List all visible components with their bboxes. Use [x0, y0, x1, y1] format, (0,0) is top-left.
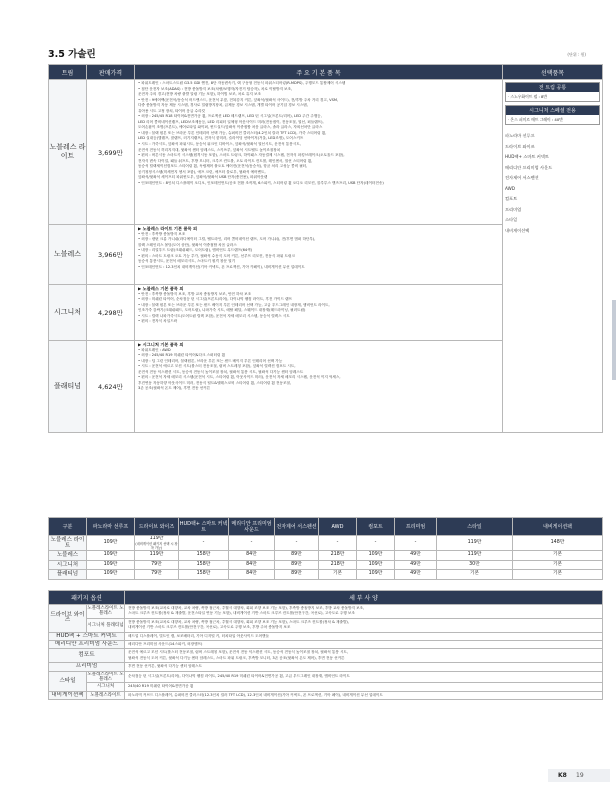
option-price-value: 49만	[410, 552, 421, 558]
package-detail	[125, 618, 603, 632]
package-detail-line: 전방 충돌방지 보조(교차로 대향차, 교차 차량, 측방 접근차, 추월시 대향차, 회피 조향 보조 기능 포함), 후측방 충돌방지 보조, 후방 교차 충돌방지 보조,	[128, 606, 365, 610]
package-trim-scope: 시그니처 플래티넘	[87, 618, 125, 632]
option-price-value: 79만	[151, 571, 162, 577]
option-price-header: 스타일	[437, 518, 513, 536]
option-price-trim: 노블레스 라이트	[49, 536, 87, 551]
feature-line: ▶ 노블레스 기본 품목 외	[138, 286, 184, 291]
option-list-item: 컴포트	[505, 196, 518, 201]
option-price-value: -	[336, 540, 339, 545]
package-trim-scope: 노블레스라이트 노블레스	[87, 606, 124, 617]
feature-line: • 편의 : 전자식 차일드락	[138, 319, 178, 324]
package-detail	[125, 663, 603, 671]
header-price: 판매가격	[87, 65, 135, 80]
package-detail-line: 순차점등 턴 시그널(프론트/리어), 다이나믹 웰컴 라이트, 245/40 R19 미쉐린 타이어&전면가공 휠, 고급 우드그레인 내장재, 앰비언트 라이트	[128, 674, 350, 679]
option-list-item: AWD	[505, 185, 516, 191]
option-price-value: 89만	[291, 561, 302, 567]
option-price-value: 109만	[103, 571, 118, 577]
feature-line: 3존 공조(뒷좌석 온도 제어), 후면 전동 선커튼	[138, 386, 211, 391]
feature-line: 도어손잡이 조명(프론트), 에어로타입 와이퍼, 윈드실드/앞좌석 이중접합 차음 글라스, 솔라 글라스, 자외선차단 글라스	[138, 125, 323, 130]
package-category: 컴포트	[49, 649, 125, 663]
feature-line: 앞좌석/뒷좌석 세이프티 파워윈도우, 앞좌석/뒷좌석 USB 단자(충전용), 파워아웃렛	[138, 175, 268, 180]
package-detail	[125, 641, 603, 649]
feature-line: ▶ 시그니처 기본 품목 외	[138, 342, 184, 347]
option-price-value: 84만	[246, 552, 257, 558]
feature-line: • 외장 : 245/45 R18 타이어&전면가공 휠, 프로젝션 LED 헤드램프, LED 턴 시그널(프론트/리어), LED 주간 주행등,	[138, 114, 322, 119]
package-table	[48, 590, 603, 700]
feature-list	[135, 341, 503, 433]
package-trim-scope: 노블레스라이트	[87, 691, 125, 699]
package-trim-scope: 노블레스라이트 노블레스	[87, 671, 124, 683]
trim-name: 시그니처	[49, 285, 87, 341]
feature-line: • 편의 : 스마트 트렁크 오토 기능 추가, 뒷좌석 수동식 도어 커튼, 선루프 리모컨, 전동식 파워 트렁크	[138, 253, 295, 258]
section-title: 3.5 가솔린	[48, 49, 96, 60]
option-price-value: 30만	[469, 561, 480, 567]
header-options: 선택품목	[503, 65, 603, 80]
option-price-cell	[357, 570, 395, 580]
common-options-item: · 스노우화이트 펄 : 8만	[508, 94, 548, 99]
option-price-value: 158만	[196, 552, 211, 558]
option-price-cell	[437, 570, 513, 580]
option-price-value: 109만	[103, 561, 118, 567]
option-price-value: 기본	[552, 552, 563, 558]
package-detail-line: 뒷좌석 전동식 도어 커튼, 뒷좌석 다기능 센터 암레스트, 스마트 파워 트렁크, 후측방 모니터, 3존 공조(뒷좌석 온도 제어), 후면 전동 선커튼	[128, 655, 345, 660]
trim-price: 4,624만	[87, 341, 135, 433]
option-price-value: 84만	[246, 571, 257, 577]
option-price-cell	[179, 560, 229, 570]
option-price-header: 컴포트	[357, 518, 395, 536]
option-price-cell	[135, 570, 179, 580]
option-price-trim: 시그니처	[49, 560, 87, 570]
feature-line: • 첨단 운전자 보조(ADAS) : 전방 충돌방지 보조(차량/보행자/자전거 탑승자), 차로 이탈방지 보조,	[138, 86, 293, 91]
trim-name: 노블레스 라이트	[49, 80, 87, 225]
package-detail-line: 전방 충돌방지 보조(교차로 대향차, 교차 차량, 측방 접근차, 추월시 대향차, 회피 조향 보조 기능 포함), 스마트 크루즈 컨트롤(정차 & 재출발),	[128, 619, 349, 624]
option-list-item: 드라이브 와이즈	[505, 143, 535, 149]
option-price-note: (네비게이션 패키지 선택 시 장착 가능)	[135, 542, 178, 550]
trim-name: 노블레스	[49, 225, 87, 285]
option-price-value: 119만	[149, 552, 164, 558]
feature-line: • 시트 : 가죽시트, 앞좌석 파워시트, 동승석 워크인 디바이스, 앞좌석/뒷좌석 열선시트, 운전석 통풍시트,	[138, 142, 301, 147]
option-price-cell	[437, 551, 513, 561]
feature-line: • 외장 : 샌틴 크롬 가니쉬(라디에이터 그릴, 벨트라인, 리어 콤비네이션 램프, 도어 가니쉬), 전/후면 범퍼 하단부),	[138, 237, 316, 242]
header-features: 주 요 기 본 품 목	[135, 65, 503, 80]
option-price-cell	[135, 536, 179, 551]
trim-price: 4,298만	[87, 285, 135, 341]
option-price-cell	[395, 551, 437, 561]
feature-line: LED 리어 콤비네이션램프, LED보조제동등, LED 리피터 일체형 아웃사이드 미러(전동접이, 전동조절, 열선, 퍼들램프),	[138, 119, 324, 124]
option-price-cell	[357, 560, 395, 570]
package-detail	[125, 649, 603, 663]
option-price-value: -	[202, 540, 205, 545]
spec-table	[48, 64, 603, 433]
option-price-header: AWD	[319, 518, 357, 536]
option-price-value: 119만	[467, 540, 482, 545]
option-price-value: 기본	[552, 561, 563, 567]
option-price-cell	[357, 536, 395, 551]
option-price-value: 49만	[410, 571, 421, 577]
option-price-table	[48, 517, 603, 580]
option-price-value: 158만	[196, 571, 211, 577]
option-price-cell	[275, 551, 319, 561]
feature-line: 후진연동 자동하향 아웃사이드 미러, 전동식 틸트&텔레스코픽 스티어링 휠, 스티어링 휠 전동조절,	[138, 380, 292, 385]
package-detail-line: 내비게이션 기반 스마트 크루즈 컨트롤(안전구간, 곡선로), 고속도로 주행 보조, 후방 주차 충돌방지 보조	[128, 625, 291, 630]
signature-options-item: · 온스 퍼미르 매트 그레이 : 40만	[508, 117, 563, 122]
signature-options-title: 시그니처 스페셜 전용	[506, 106, 599, 115]
option-price-cell	[229, 551, 275, 561]
feature-line: • 외장 : 미쉐린 타이어, 순차점등 턴 시그널(프론트/리어), 다이나믹 웰컴 라이트, 후진 가이드 램프	[138, 297, 293, 302]
option-price-trim: 플래티넘	[49, 570, 87, 580]
feature-line: • 외장 : 245/40 R19 미쉐린 타이어&다크 스퍼터링 휠	[138, 353, 226, 358]
option-price-header: 파노라마 선루프	[87, 518, 135, 536]
option-price-value: -	[414, 540, 417, 545]
option-price-cell	[87, 551, 135, 561]
option-price-header: 메리디안 프리미엄 사운드	[229, 518, 275, 536]
package-category: 프리미엄	[49, 663, 125, 671]
option-price-cell	[395, 560, 437, 570]
trim-price: 3,699만	[87, 80, 135, 225]
package-detail-line: 메리디안 프리미엄 사운드(14스피커, 외장앰프)	[128, 642, 203, 647]
package-trim-scope: 시그니처	[87, 683, 125, 691]
feature-line: • 내장 : 블랙 원톤 또는 브라운 투톤 인테리어 선택 가능, 슈퍼비전 클러스터(4.2인치 칼라 TFT LCD), 가죽 스티어링 휠,	[138, 130, 327, 135]
option-price-cell	[87, 536, 135, 551]
option-price-header: 프리미엄	[395, 518, 437, 536]
feature-line: LED 실내등(맵램프, 룸램프, 러기지램프), 전자식 룸미러, 슬라이딩 선바이저(거울, LED조명), 도어스커프	[138, 136, 304, 141]
option-price-cell	[229, 560, 275, 570]
feature-line: 운전자 주의 경고(전방 차량 출발 알림 기능 포함), 하이빔 보조, 차로 유지 보조	[138, 92, 261, 97]
option-price-cell	[395, 570, 437, 580]
option-price-cell	[513, 570, 603, 580]
feature-line: 전자식 변속 다이얼, 패들 쉬프트, 후방 모니터, 크루즈 컨트롤, 오토 라이트 컨트롤, 레인센서, 열선 스티어링 휠,	[138, 158, 313, 163]
option-price-value: 49만	[410, 561, 421, 567]
option-list-item: 파노라마 선루프	[505, 133, 535, 138]
option-price-value: 148만	[550, 540, 565, 545]
option-price-cell	[135, 551, 179, 561]
option-price-cell	[275, 536, 319, 551]
feature-line: 동승석 통풍시트, 운전석 메모리시트, 스마트키 원격 창문 열기	[138, 259, 236, 264]
option-price-trim: 노블레스	[49, 551, 87, 561]
option-list-item: 내비게이션팩	[505, 227, 530, 233]
option-price-cell	[179, 536, 229, 551]
feature-line: • 시트 : 릴렉 나파가죽시트(도어트림 릴렉 포함), 운전석 자세 메모리 시스템, 동승석 릴렉스 시트	[138, 313, 290, 318]
option-price-cell	[319, 560, 357, 570]
feature-line: • 안전 : 후측방 충돌방지 보조	[138, 231, 186, 236]
option-list-item: 메리디안 프리미엄 사운드	[505, 164, 553, 170]
unit-note: (단위 : 원)	[567, 52, 586, 57]
option-price-value: 기본	[469, 571, 480, 577]
option-price-cell	[275, 570, 319, 580]
option-price-cell	[179, 551, 229, 561]
option-price-value: 109만	[103, 552, 118, 558]
option-price-value: 119만	[149, 536, 164, 541]
option-price-value: 89만	[291, 552, 302, 558]
option-price-cell	[437, 536, 513, 551]
option-price-cell	[437, 560, 513, 570]
common-options-box	[505, 82, 600, 102]
option-price-cell	[87, 560, 135, 570]
option-price-value: 109만	[368, 571, 383, 577]
feature-line: • 내장 : 블랙 원톤 또는 브라운 투톤 또는 샌드 베이지 투톤 인테리어 선택 가능, 고급 우드그레인 내장재, 앰비언트 라이트,	[138, 302, 330, 307]
feature-line: • 편의 : 운전석 자세 메모리 시스템(운전석 시트, 스티어링 휠, 아웃사이드 미러), 운전석 자세 메모리 시스템, 운전석 이지 억세스,	[138, 375, 341, 380]
feature-line: 유아용 시트 고정 장치, 타이어 응급 수리킷	[138, 108, 206, 113]
option-price-cell	[319, 536, 357, 551]
package-detail	[125, 605, 603, 619]
feature-line: ▶ 노블레스 라이트 기본 품목 외	[138, 226, 198, 231]
feature-list	[135, 285, 503, 341]
package-detail	[125, 671, 603, 683]
option-price-header: 내비게이션팩	[513, 518, 603, 536]
page-footer	[548, 769, 610, 782]
option-list-item: 스타일	[505, 217, 518, 222]
option-list	[505, 131, 600, 236]
feature-line: • 안전 : 9에어백(운전석/동승석 어드밴스드, 운전석 무릎, 전복감지 커튼, 앞좌석/뒷좌석 사이드), 전/후방 주차 거리 경고, VSM,	[138, 97, 339, 102]
package-header-name: 패키지 옵션	[49, 591, 125, 605]
option-price-cell	[319, 551, 357, 561]
option-price-value: 109만	[368, 552, 383, 558]
option-price-value: 79만	[151, 561, 162, 567]
option-price-cell	[319, 570, 357, 580]
option-price-cell	[513, 551, 603, 561]
option-price-cell	[275, 560, 319, 570]
trim-price: 3,966만	[87, 225, 135, 285]
option-price-value: 218만	[330, 561, 345, 567]
feature-line: • 파워트레인 : AWD	[138, 347, 171, 352]
option-price-header: HUD팩+ 스마트 커넥트	[179, 518, 229, 536]
feature-list	[135, 225, 503, 285]
side-tab	[612, 300, 616, 380]
package-detail-line: 스마트 크루즈 컨트롤(정차 & 재출발, 운전스타일 연동 기능 포함), 내비게이션 기반 스마트 크루즈 컨트롤(안전구간, 곡선로), 고속도로 주행 보조	[128, 611, 355, 616]
options-column	[503, 80, 603, 433]
package-detail-line: 운전석 에르고 모션 시트(롤스터 전동조절, 럼버 스트레칭 포함), 운전석 전동 익스텐션 시트, 동승석 전동식 높이조절 장치, 뒷좌석 통풍 시트,	[128, 650, 349, 655]
feature-list	[135, 80, 503, 225]
package-detail	[125, 691, 603, 699]
option-price-cell	[513, 536, 603, 551]
feature-line: • 내장 : 리얼우드 트림(크래쉬패드, 도어트림), 앰비언트 무드램프(64색)	[138, 248, 253, 253]
feature-line: • 인포테인먼트 : 8인치 디스플레이 오디오, 인포테인먼트/공조 전환 조작계, 6스피커, 스티어링 휠 오디오 리모컨, 블루투스 핸즈프리, USB 단자(데이터전송)	[138, 180, 384, 185]
package-category: HUD팩 + 스마트 커넥트	[49, 632, 125, 640]
option-price-cell	[179, 570, 229, 580]
option-price-value: -	[250, 540, 253, 545]
option-price-value: 119만	[467, 552, 482, 558]
option-price-value: 109만	[103, 540, 118, 545]
option-price-header: 전자제어 서스펜션	[275, 518, 319, 536]
package-category: 드라이브 와이즈	[49, 605, 87, 633]
feature-line: • 편의 : 버튼시동 스마트키 시스템(원격시동 포함), 스마트 트렁크, 하이패스 자동결제 시스템, 전자식 파킹브레이크(오토홀드 포함),	[138, 153, 345, 158]
package-category: 메리디안 프리미엄 사운드	[49, 641, 125, 649]
option-price-cell	[87, 570, 135, 580]
package-category: 스타일	[49, 671, 87, 691]
feature-line: • 인포테인먼트 : 12.3인치 내비게이션(기아 커넥트, 폰 프로젝션, 기아 카페이), 내비게이션 무선 업데이트	[138, 264, 305, 269]
option-list-item: 전자제어 서스펜션	[505, 175, 539, 180]
option-price-value: 109만	[368, 561, 383, 567]
option-list-item: HUD팩+ 스마트 커넥트	[505, 154, 549, 159]
feature-line: 운전석 전동식 허리지지대, 뒷좌석 센터 암레스트, 스키쓰루, 앞좌석 시트벨트 높이조절장치	[138, 147, 281, 152]
option-price-value: 기본	[332, 571, 343, 577]
header-trim: 트림	[49, 65, 87, 80]
signature-options-box	[505, 105, 600, 125]
feature-line: 다중 충돌방지 자동 제동 시스템, 경사로 밀림방지장치, 급제동 경보 시스템, 개별 타이어 공기압 경보 시스템,	[138, 103, 308, 108]
option-price-cell	[357, 551, 395, 561]
package-detail-line: 245/40 R19 미쉐린 타이어&전면가공 휠	[128, 684, 194, 689]
feature-line: • 시트 : 운전석 에르고 모션 시트(롤스터 전동조절, 럼버 스트레칭 포함), 앞좌석 릴렉션 컴포트 시트,	[138, 364, 296, 369]
option-price-cell	[229, 570, 275, 580]
feature-line: 인조가죽 감싸기(크래쉬패드, 도어트림), 나파가죽 시트, 메탈 페달, 스웨이드 내장재(헤드라이닝, 필러트림)	[138, 308, 306, 313]
option-price-cell	[513, 560, 603, 570]
option-price-value: 89만	[291, 571, 302, 577]
feature-line: 블랙 스테인리스 몰딩(도어 상단), 뒷좌석 이중접합 차음 글라스	[138, 242, 237, 247]
option-price-value: 84만	[246, 561, 257, 567]
package-header-detail: 세 부 사 양	[125, 591, 603, 605]
option-price-value: 158만	[196, 561, 211, 567]
option-price-value: 218만	[330, 552, 345, 558]
feature-line: 운전석 전동 익스텐션 시트, 동승석 전동식 높이조절 장치, 뒷좌석 통풍 시트, 뒷좌석 다기능 센터 암레스트	[138, 369, 304, 374]
option-price-cell	[135, 560, 179, 570]
package-category: 내비게이션팩	[49, 691, 87, 699]
option-price-value: -	[374, 540, 377, 545]
package-detail-line: 헤드업 디스플레이, 빌트인 캠, 보조배터리, 기아 디지털 키, 터치타입 아웃사이드 도어핸들	[128, 633, 269, 638]
package-detail-line: 파노라믹 커브드 디스플레이, 슈퍼비전 클러스터(12.3인치 컬러 TFT LCD), 12.3인치 내비게이션(기아 커넥트, 폰 프로젝션, 기아 페이), 내비게이션 무선 업데이트	[128, 692, 383, 697]
option-list-item: 프리미엄	[505, 206, 522, 212]
feature-line: • 파워트레인 : 스마트스트림 G3.5 GDI 엔진, 8단 자동변속기, 랙 구동형 전동식 파워스티어링(R-MDPS), 주행모드 통합제어 시스템	[138, 81, 346, 85]
option-price-cell	[229, 536, 275, 551]
package-detail-line: 후면 전동 선커튼, 뒷좌석 다기능 센터 암레스트	[128, 664, 202, 669]
feature-line: • 안전 : 후측방 충돌방지 보조, 후방 교차 충돌방지 보조, 안전 하차 보조	[138, 291, 252, 296]
common-options-title: 전 트림 공통	[506, 83, 599, 92]
option-price-value: -	[295, 540, 298, 545]
option-price-cell	[395, 536, 437, 551]
trim-name: 플래티넘	[49, 341, 87, 433]
feature-line: 동승석 릴랙세이션컴포트 스티어링 휠, 독립제어 풀오토 에어컨(운전석/동승석), 항균 처리 고성능 콤비 필터,	[138, 164, 308, 169]
option-price-value: 기본	[552, 571, 563, 577]
package-detail	[125, 683, 603, 691]
option-price-header: 드라이브 와이즈	[135, 518, 179, 536]
option-price-header: 구분	[49, 518, 87, 536]
brand-logo: K8	[558, 772, 567, 779]
page-number: 19	[576, 772, 584, 779]
feature-line: 공기청정시스템(미세먼지 센서 포함), 애프 크린, 애프터 블로우, 뒷좌석 에어벤트,	[138, 169, 266, 174]
feature-line: • 내장 : 딥 그린 인테리어, 블랙원톤, 브라운 투톤 또는 샌드 베이지 투톤 인테리어 선택 가능	[138, 358, 283, 363]
package-detail	[125, 632, 603, 640]
